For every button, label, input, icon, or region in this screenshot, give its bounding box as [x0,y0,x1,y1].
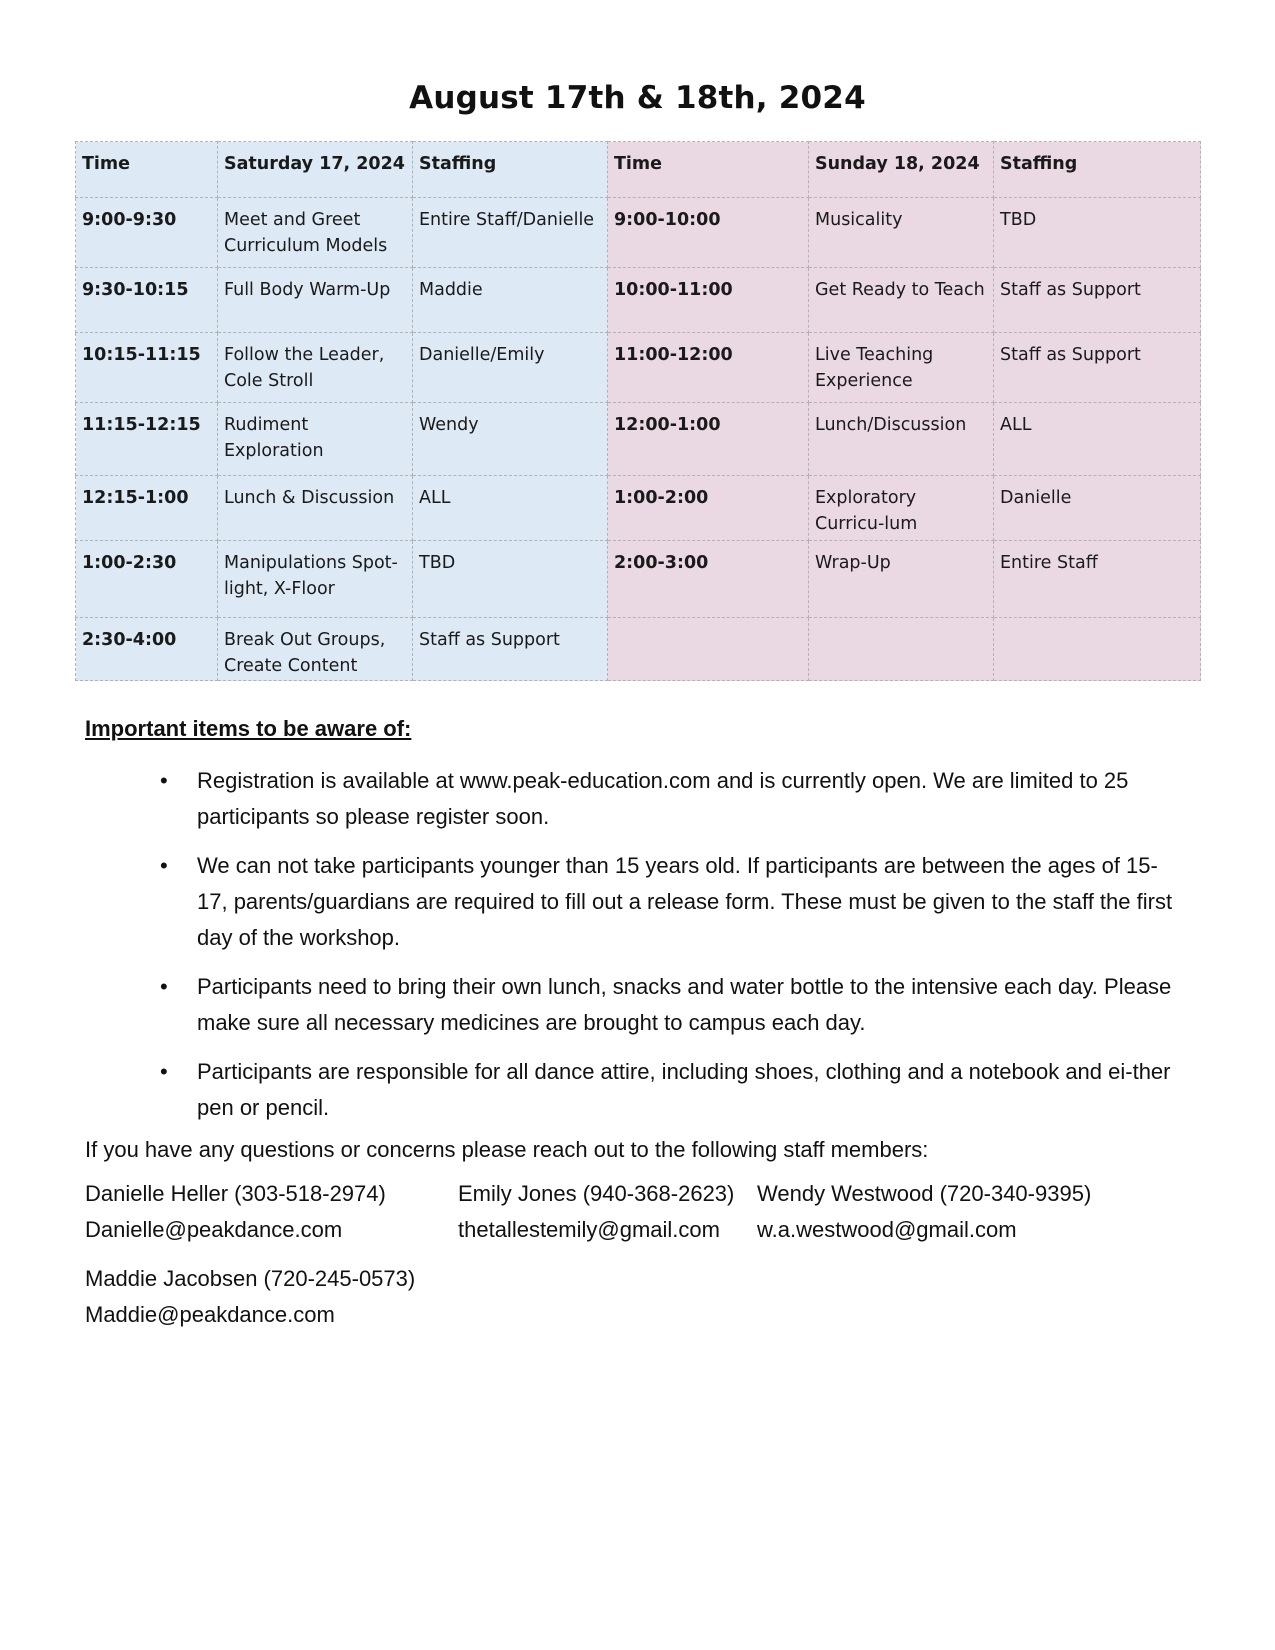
table-row [76,618,1201,681]
sunday-session-cell: Exploratory Curricu-lum [809,476,994,541]
sunday-session-cell: Lunch/Discussion [809,403,994,476]
saturday-session-cell: Full Body Warm-Up [218,268,413,333]
sunday-session-cell: Get Ready to Teach [809,268,994,333]
saturday-time-cell: 10:15-11:15 [76,333,218,403]
saturday-session-cell: Lunch & Discussion [218,476,413,541]
sunday-staffing-cell [994,618,1201,681]
list-item [160,969,1187,1041]
bullet-icon: • [160,768,168,793]
contact-danielle [85,1176,386,1248]
saturday-session-cell: Meet and Greet Curriculum Models [218,198,413,268]
contact-intro: If you have any questions or concerns please reach out to the following staff members: [85,1137,929,1162]
table-row [76,541,1201,618]
contact-name-phone: Maddie Jacobsen (720-245-0573) [85,1266,416,1291]
table-row [76,333,1201,403]
saturday-session-cell: Break Out Groups, Create Content [218,618,413,681]
sunday-staffing-cell: ALL [994,403,1201,476]
header-time-sunday: Time [608,142,809,198]
page-title: August 17th & 18th, 2024 [409,80,866,116]
saturday-time-cell: 12:15-1:00 [76,476,218,541]
sunday-session-cell [809,618,994,681]
contact-email: thetallestemily@gmail.com [458,1217,720,1242]
header-saturday: Saturday 17, 2024 [218,142,413,198]
saturday-time-cell: 2:30-4:00 [76,618,218,681]
sunday-time-cell: 2:00-3:00 [608,541,809,618]
list-item [160,848,1187,956]
contact-emily [458,1176,734,1248]
table-row [76,403,1201,476]
sunday-staffing-cell: Entire Staff [994,541,1201,618]
sunday-session-cell: Musicality [809,198,994,268]
sunday-staffing-cell: Staff as Support [994,333,1201,403]
contact-wendy [757,1176,1091,1248]
saturday-session-cell: Manipulations Spot-light, X-Floor [218,541,413,618]
important-heading: Important items to be aware of: [85,716,412,741]
sunday-staffing-cell: Staff as Support [994,268,1201,333]
list-item [160,763,1187,835]
contact-email: Danielle@peakdance.com [85,1217,343,1242]
saturday-session-cell: Follow the Leader, Cole Stroll [218,333,413,403]
saturday-time-cell: 9:00-9:30 [76,198,218,268]
header-time-saturday: Time [76,142,218,198]
sunday-time-cell: 9:00-10:00 [608,198,809,268]
table-row [76,198,1201,268]
contact-maddie [85,1261,415,1333]
contact-email: Maddie@peakdance.com [85,1302,335,1327]
saturday-staffing-cell: ALL [413,476,608,541]
sunday-time-cell [608,618,809,681]
contact-name-phone: Wendy Westwood (720-340-9395) [757,1181,1092,1206]
bullet-icon: • [160,1059,168,1084]
header-staffing-sunday: Staffing [994,142,1201,198]
table-header-row [76,142,1201,198]
contact-email: w.a.westwood@gmail.com [757,1217,1017,1242]
saturday-time-cell: 1:00-2:30 [76,541,218,618]
table-row [76,268,1201,333]
saturday-time-cell: 9:30-10:15 [76,268,218,333]
saturday-staffing-cell: Danielle/Emily [413,333,608,403]
bullet-icon: • [160,853,168,878]
list-item-text: Participants need to bring their own lunch, snacks and water bottle to the intensive each day. Please make sure all necessary medicines are brought to campus each day. [197,974,1172,1035]
important-list [160,763,1187,1139]
bullet-icon: • [160,974,168,999]
saturday-staffing-cell: TBD [413,541,608,618]
saturday-staffing-cell: Entire Staff/Danielle [413,198,608,268]
sunday-staffing-cell: TBD [994,198,1201,268]
sunday-time-cell: 10:00-11:00 [608,268,809,333]
header-sunday: Sunday 18, 2024 [809,142,994,198]
list-item-text: Participants are responsible for all dance attire, including shoes, clothing and a notebook and ei-ther pen or pencil. [197,1059,1171,1120]
contact-name-phone: Danielle Heller (303-518-2974) [85,1181,386,1206]
sunday-time-cell: 12:00-1:00 [608,403,809,476]
list-item-text: Registration is available at www.peak-education.com and is currently open. We are limited to 25 participants so please register soon. [197,768,1129,829]
sunday-session-cell: Live Teaching Experience [809,333,994,403]
list-item-text: We can not take participants younger than 15 years old. If participants are between the ages of 15-17, parents/guardians are required to fill out a release form. These must be given to the staff the first day of the workshop. [197,853,1173,950]
saturday-staffing-cell: Staff as Support [413,618,608,681]
sunday-staffing-cell: Danielle [994,476,1201,541]
sunday-session-cell: Wrap-Up [809,541,994,618]
table-row [76,476,1201,541]
saturday-staffing-cell: Wendy [413,403,608,476]
saturday-session-cell: Rudiment Exploration [218,403,413,476]
contact-name-phone: Emily Jones (940-368-2623) [458,1181,735,1206]
saturday-staffing-cell: Maddie [413,268,608,333]
list-item [160,1054,1187,1126]
schedule-table [75,141,1201,681]
header-staffing-saturday: Staffing [413,142,608,198]
sunday-time-cell: 11:00-12:00 [608,333,809,403]
sunday-time-cell: 1:00-2:00 [608,476,809,541]
saturday-time-cell: 11:15-12:15 [76,403,218,476]
